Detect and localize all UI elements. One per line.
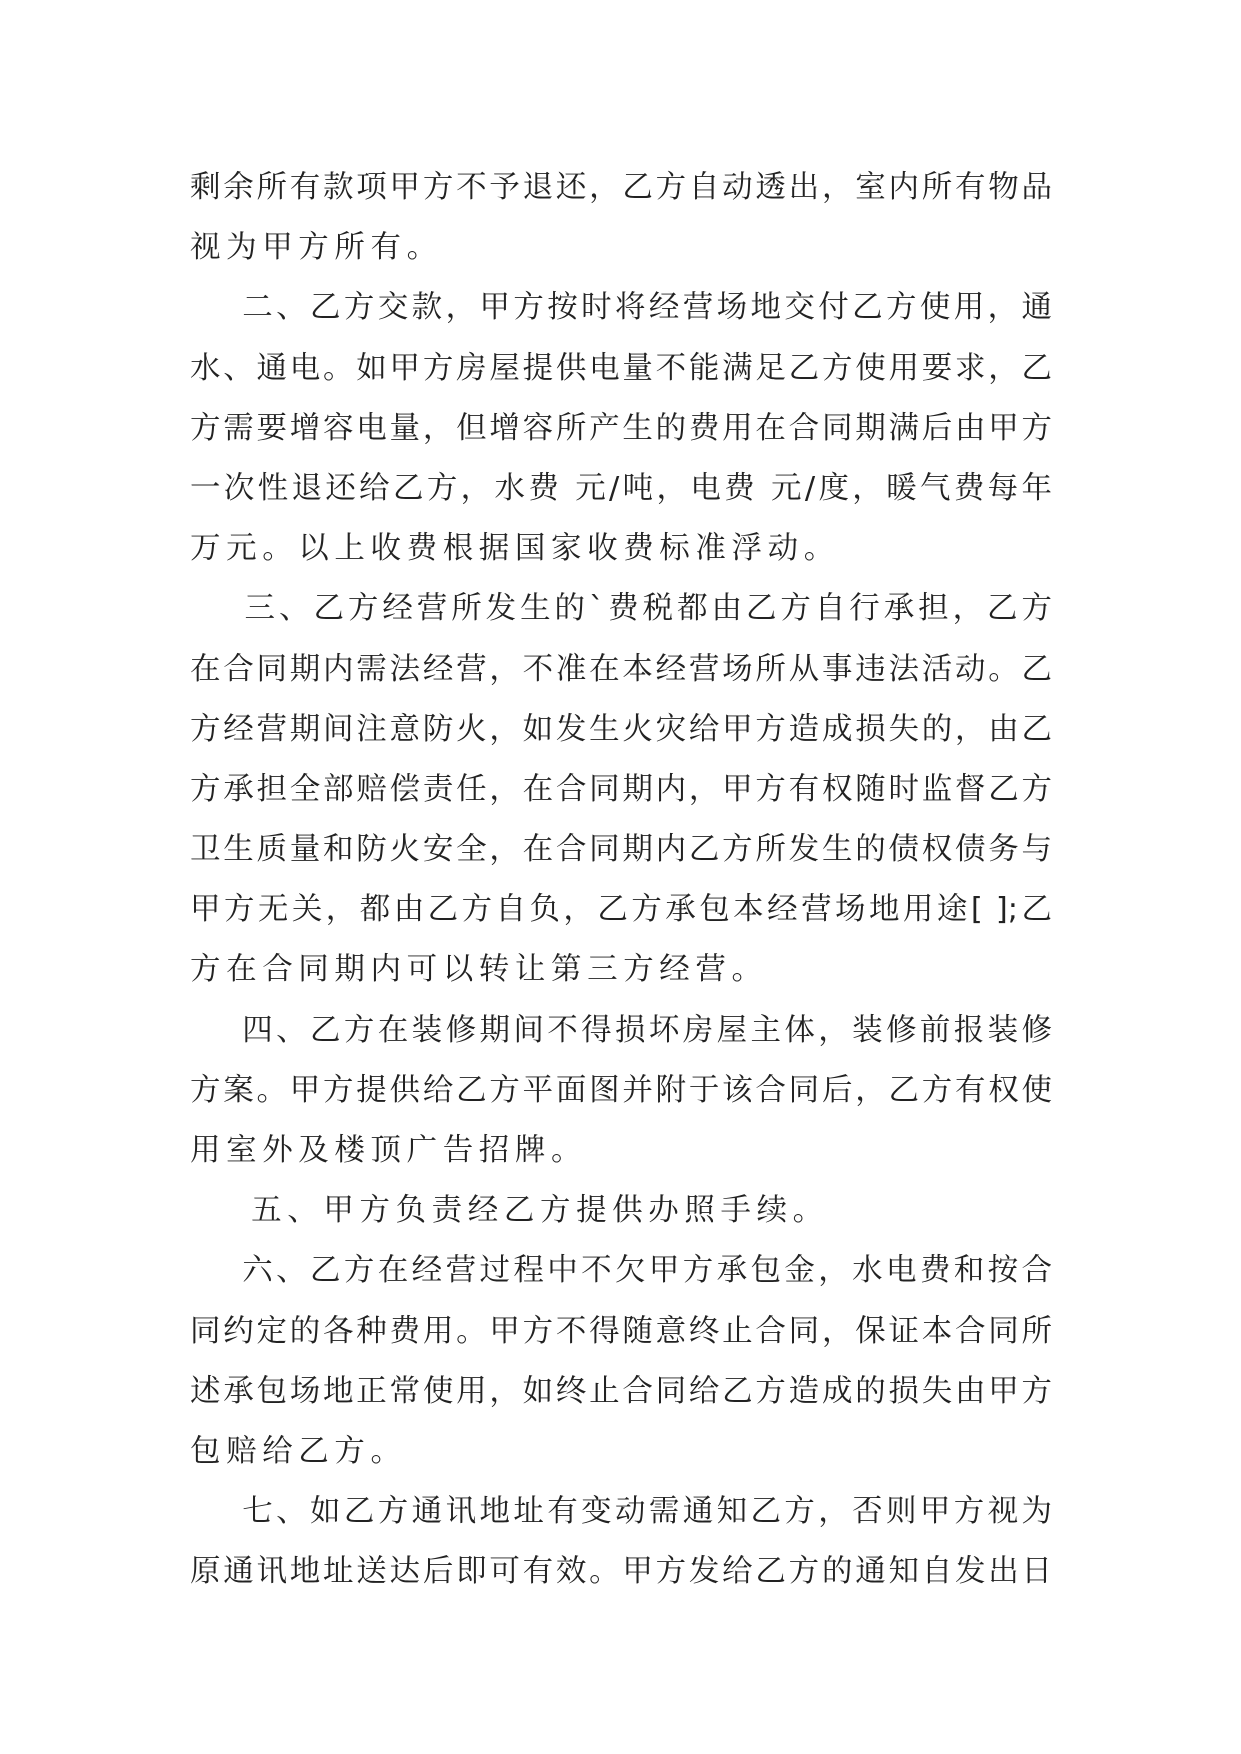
text-line: 万元。以上收费根据国家收费标准浮动。 [190,531,840,567]
text-line: 同约定的各种费用。甲方不得随意终止合同，保证本合同所 [190,1313,1052,1349]
text-line: 用室外及楼顶广告招牌。 [190,1133,588,1168]
text-line: 卫生质量和防火安全，在合同期内乙方所发生的债权债务与 [190,832,1052,868]
text-line: 五、甲方负责经乙方提供办照手续。 [190,1193,829,1229]
text-line: 方案。甲方提供给乙方平面图并附于该合同后，乙方有权使 [190,1072,1052,1108]
text-line: 方需要增容电量，但增容所产生的费用在合同期满后由甲方 [190,410,1052,446]
text-line: 剩余所有款项甲方不予退还，乙方自动透出，室内所有物品 [190,170,1052,205]
text-line: 水、通电。如甲方房屋提供电量不能满足乙方使用要求，乙 [190,350,1052,386]
text-line: 方承担全部赔偿责任，在合同期内，甲方有权随时监督乙方 [190,771,1052,807]
text-line: 四、乙方在装修期间不得损坏房屋主体，装修前报装修 [190,1012,1052,1048]
text-line: 六、乙方在经营过程中不欠甲方承包金，水电费和按合 [190,1253,1052,1289]
document-page [190,158,1052,1603]
text-line: 甲方无关，都由乙方自负，乙方承包本经营场地用途[ ];乙 [190,892,1052,928]
text-line: 二、乙方交款，甲方按时将经营场地交付乙方使用，通 [190,290,1052,326]
text-line: 包赔给乙方。 [190,1433,407,1469]
text-line: 一次性退还给乙方，水费 元/吨，电费 元/度，暖气费每年 [190,470,1052,506]
text-line: 方经营期间注意防火，如发生火灾给甲方造成损失的，由乙 [190,711,1052,747]
text-line: 三、乙方经营所发生的`费税都由乙方自行承担，乙方 [190,591,1052,627]
text-line: 七、如乙方通讯地址有变动需通知乙方，否则甲方视为 [190,1494,1052,1530]
text-line: 述承包场地正常使用，如终止合同给乙方造成的损失由甲方 [190,1373,1052,1409]
text-line: 视为甲方所有。 [190,230,443,266]
text-line: 方在合同期内可以转让第三方经营。 [190,952,768,988]
text-line: 原通讯地址送达后即可有效。甲方发给乙方的通知自发出日 [190,1554,1052,1590]
text-line: 在合同期内需法经营，不准在本经营场所从事违法活动。乙 [190,651,1052,687]
